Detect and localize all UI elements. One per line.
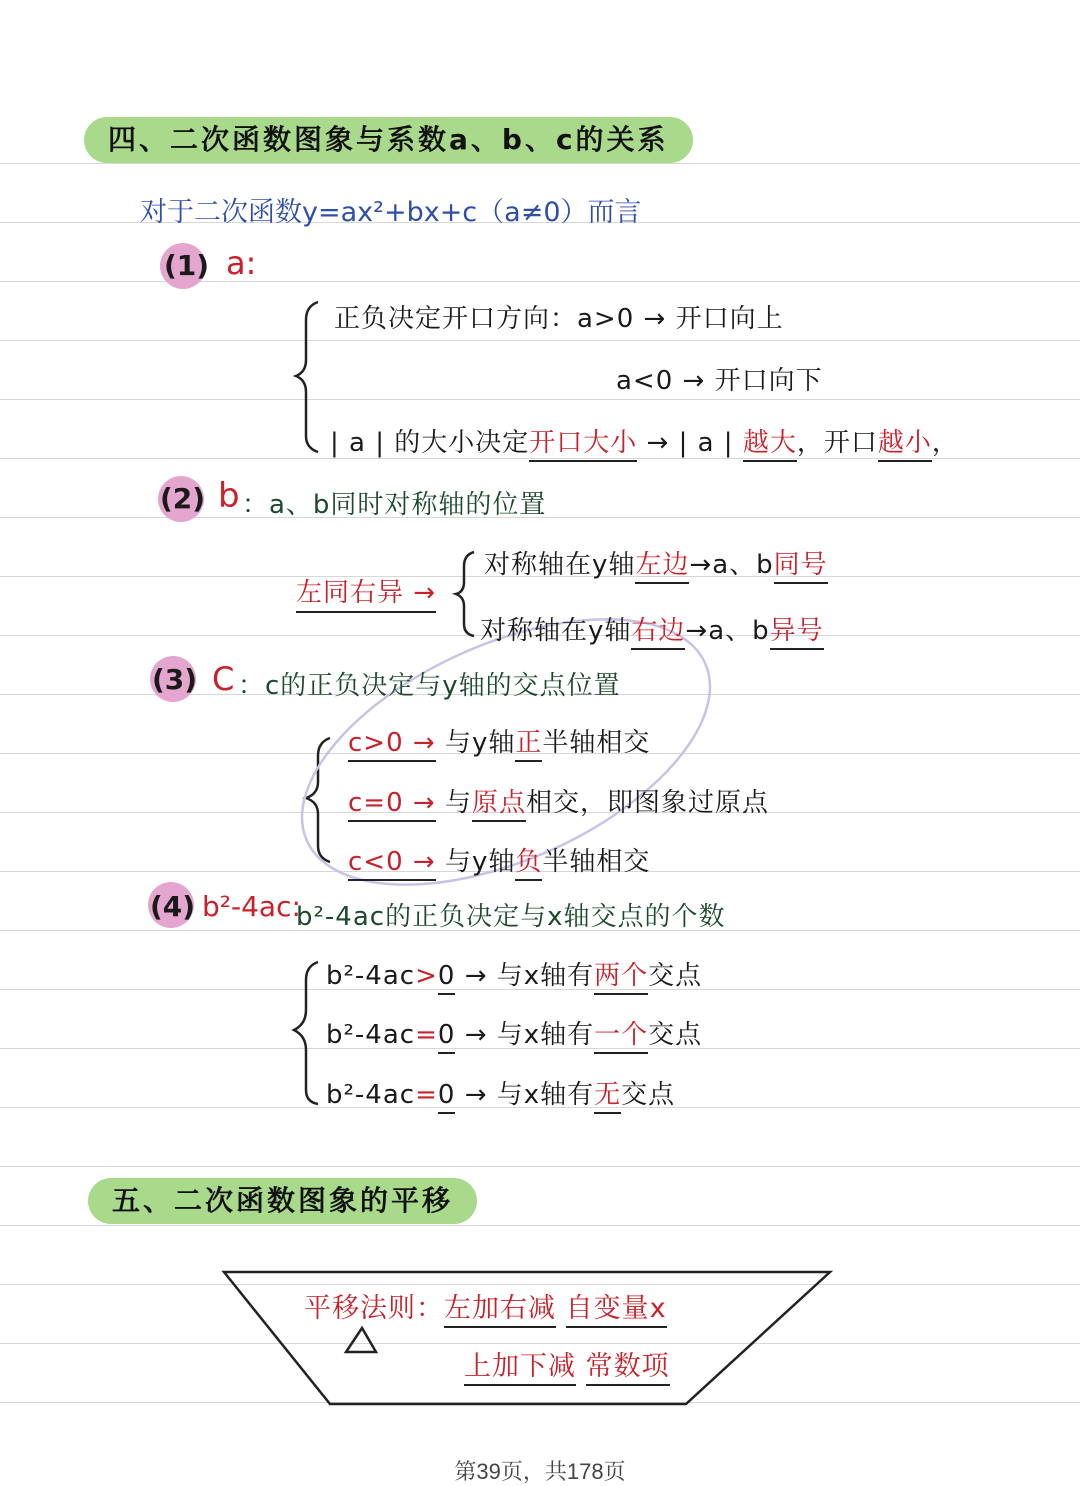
delta-icon [346, 1328, 376, 1352]
part3-row-red: 负 [515, 847, 542, 881]
part4-row-pre: → 与x轴有 [464, 961, 595, 991]
part4-row-post: 交点 [648, 1020, 703, 1050]
part4-row-zero: 0 [438, 1020, 456, 1054]
part4-row-1 [326, 955, 702, 992]
part1-label: a: [226, 244, 257, 282]
part3-row-pre: 与y轴 [444, 847, 516, 877]
part1-line3-prefix: | a | 的大小决定 [330, 428, 530, 458]
part4-number: (4) [150, 890, 196, 923]
part4-desc: b²-4ac的正负决定与x轴交点的个数 [296, 902, 726, 932]
section5-rule-label: 平移法则： [304, 1293, 444, 1324]
part2-row1-red2: 同号 [774, 550, 828, 584]
part4-row-expr: b²-4ac [326, 1020, 416, 1050]
brace-part4 [294, 962, 318, 1104]
part1-line3-red3: 越小 [878, 428, 932, 462]
part3-row-cond: c<0 → [348, 847, 436, 881]
part3-row-post: 半轴相交 [542, 847, 651, 877]
part4-row-red: 无 [594, 1080, 621, 1114]
part4-row-red: 两个 [594, 961, 648, 995]
part4-row-op: = [415, 1080, 438, 1110]
part2-row2-mid: →a、b [685, 616, 770, 646]
part4-row-op: > [415, 961, 438, 991]
part4-row-red: 一个 [594, 1020, 648, 1054]
part2-row2-red: 右边 [631, 616, 685, 650]
part1-line2: a<0 → 开口向下 [616, 366, 823, 396]
part3-number: (3) [152, 663, 198, 696]
part3-row-1 [348, 722, 650, 759]
part3-row-pre: 与 [444, 788, 472, 818]
part1-line3-red1: 开口大小 [529, 428, 637, 462]
part4-row-pre: → 与x轴有 [464, 1080, 595, 1110]
part4-row-op: = [415, 1020, 438, 1050]
part4-row-zero: 0 [438, 961, 456, 995]
part4-row-2 [326, 1014, 702, 1051]
part3-desc: ：c的正负决定与y轴的交点位置 [238, 671, 621, 701]
part4-row-pre: → 与x轴有 [464, 1020, 595, 1050]
section5-title: 五、二次函数图象的平移 [88, 1178, 477, 1224]
part2-row2-prefix: 对称轴在y轴 [480, 616, 632, 646]
section4-intro: 对于二次函数y=ax²+bx+c（a≠0）而言 [140, 197, 642, 228]
section4-title: 四、二次函数图象与系数a、b、c的关系 [84, 117, 693, 163]
part1-line3-red2: 越大 [743, 428, 797, 462]
part2-label: b [218, 476, 240, 516]
part3-row-cond: c=0 → [348, 788, 436, 822]
part3-row-2 [348, 782, 769, 819]
part2-row1-mid: →a、b [689, 550, 774, 580]
part2-row1-prefix: 对称轴在y轴 [484, 550, 636, 580]
part4-row-expr: b²-4ac [326, 961, 416, 991]
brace-part2 [456, 552, 474, 636]
section5-rule-line1 [304, 1286, 667, 1325]
part3-row-3 [348, 841, 650, 878]
part4-row-expr: b²-4ac [326, 1080, 416, 1110]
part1-line3-mid: → | a | [646, 428, 734, 458]
part3-label: C [212, 660, 235, 698]
part3-row-red: 原点 [472, 788, 526, 822]
section5-rule1: 左加右减 [444, 1293, 556, 1328]
brace-part1 [296, 302, 318, 452]
part3-row-post: 相交，即图象过原点 [525, 788, 769, 818]
part3-row-red: 正 [515, 728, 542, 762]
part2-left-rule: 左同右异 → [296, 572, 436, 613]
section5-rule2-tail: 常数项 [586, 1351, 670, 1386]
part4-row-zero: 0 [438, 1080, 456, 1114]
part3-row-pre: 与y轴 [444, 728, 516, 758]
section5-rule-line2 [464, 1344, 670, 1383]
part1-line3-mid2: ，开口 [796, 428, 878, 458]
part2-row2-red2: 异号 [770, 616, 824, 650]
section5-rule2: 上加下减 [464, 1351, 576, 1386]
part1-number: (1) [164, 249, 210, 282]
section5-rule1-tail: 自变量x [566, 1293, 667, 1328]
part2-number: (2) [160, 482, 206, 515]
page-counter: 第39页，共178页 [454, 1459, 626, 1484]
part3-row-post: 半轴相交 [542, 728, 651, 758]
part2-row2 [480, 610, 824, 647]
part2-desc: ：a、b同时对称轴的位置 [242, 490, 547, 520]
part4-row-3 [326, 1074, 675, 1111]
part1-line3 [330, 422, 959, 459]
part1-line1: 正负决定开口方向：a>0 → 开口向上 [334, 304, 784, 334]
part3-row-cond: c>0 → [348, 728, 436, 762]
part2-row1-red: 左边 [635, 550, 689, 584]
part1-line3-end: ， [931, 428, 959, 458]
part4-row-post: 交点 [621, 1080, 676, 1110]
part4-label: b²-4ac: [202, 890, 301, 923]
part4-row-post: 交点 [648, 961, 703, 991]
part2-row1 [484, 544, 828, 581]
